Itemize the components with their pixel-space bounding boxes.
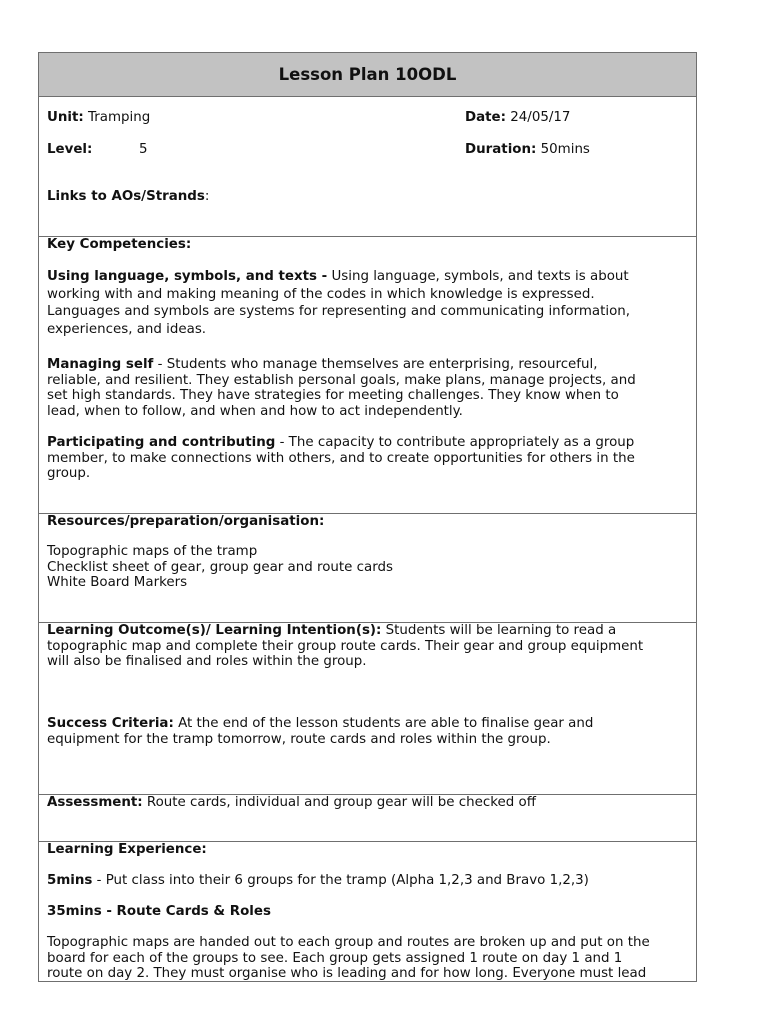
lesson-plan-document bbox=[38, 52, 697, 982]
participating-paragraph: Participating and contributing - The capacity to contribute appropriately as a group member, to make connections with others, and to create opportunities for others in the group. bbox=[47, 435, 635, 482]
unit-label: Unit: bbox=[47, 110, 84, 125]
resource-item: Checklist sheet of gear, group gear and route cards bbox=[47, 559, 393, 575]
unit-row bbox=[47, 110, 150, 126]
learning-outcome-paragraph: Learning Outcome(s)/ Learning Intention(s): Students will be learning to read a topographic map and complete their group route cards. Their gear and group equipment will also be finalised and roles within the group. bbox=[47, 623, 644, 670]
links-row bbox=[47, 189, 209, 205]
step-2-heading: 35mins - Route Cards & Roles bbox=[47, 904, 271, 919]
managing-self-paragraph: Managing self - Students who manage themselves are enterprising, resourceful, reliable, and resilient. They establish personal goals, make plans, manage projects, and set high standards. They have strategies for meeting challenges. They know when to lead, when to follow, and when and how to act independently. bbox=[47, 357, 636, 419]
key-competencies-heading: Key Competencies: bbox=[47, 237, 192, 252]
step-1-label: 5mins bbox=[47, 873, 93, 888]
learning-outcome-label: Learning Outcome(s)/ Learning Intention(s): bbox=[47, 623, 382, 638]
assessment-text: Route cards, individual and group gear will be checked off bbox=[142, 795, 536, 810]
date-value: 24/05/17 bbox=[510, 110, 571, 125]
links-suffix: : bbox=[204, 189, 210, 204]
success-criteria-paragraph: Success Criteria: At the end of the lesson students are able to finalise gear and equipment for the tramp tomorrow, route cards and roles within the group. bbox=[47, 716, 594, 747]
participating-label: Participating and contributing bbox=[47, 435, 276, 450]
unit-value: Tramping bbox=[88, 110, 151, 125]
level-value: 5 bbox=[139, 142, 148, 157]
duration-row bbox=[465, 142, 590, 158]
learning-experience-heading: Learning Experience: bbox=[47, 842, 207, 857]
date-label: Date: bbox=[465, 110, 506, 125]
duration-label: Duration: bbox=[465, 142, 537, 157]
step-2-paragraph: Topographic maps are handed out to each group and routes are broken up and put on the board for each of the groups to see. Each group gets assigned 1 route on day 1 and 1 route on day 2. They must organise who is leading and for how long. Everyone must lead bbox=[47, 935, 650, 982]
resources-list bbox=[47, 544, 687, 591]
assessment-row bbox=[47, 795, 536, 811]
step-1-text: - Put class into their 6 groups for the tramp (Alpha 1,2,3 and Bravo 1,2,3) bbox=[92, 873, 589, 888]
duration-value: 50mins bbox=[540, 142, 590, 157]
resource-item: White Board Markers bbox=[47, 575, 188, 591]
date-row bbox=[465, 110, 570, 126]
step-1 bbox=[47, 873, 589, 889]
using-language-label: Using language, symbols, and texts - bbox=[47, 269, 328, 284]
resources-heading: Resources/preparation/organisation: bbox=[47, 514, 325, 529]
level-label: Level: bbox=[47, 142, 93, 157]
page-title: Lesson Plan 10ODL bbox=[39, 53, 696, 97]
resource-item: Topographic maps of the tramp bbox=[47, 544, 258, 559]
using-language-paragraph: Using language, symbols, and texts - Using language, symbols, and texts is about working with and making meaning of the codes in which knowledge is expressed. Languages and symbols are systems for representing and communicating information, experiences, and ideas. bbox=[47, 269, 631, 337]
links-label: Links to AOs/Strands bbox=[47, 189, 205, 204]
assessment-label: Assessment: bbox=[47, 795, 143, 810]
managing-self-label: Managing self bbox=[47, 357, 154, 372]
success-criteria-label: Success Criteria: bbox=[47, 716, 174, 731]
